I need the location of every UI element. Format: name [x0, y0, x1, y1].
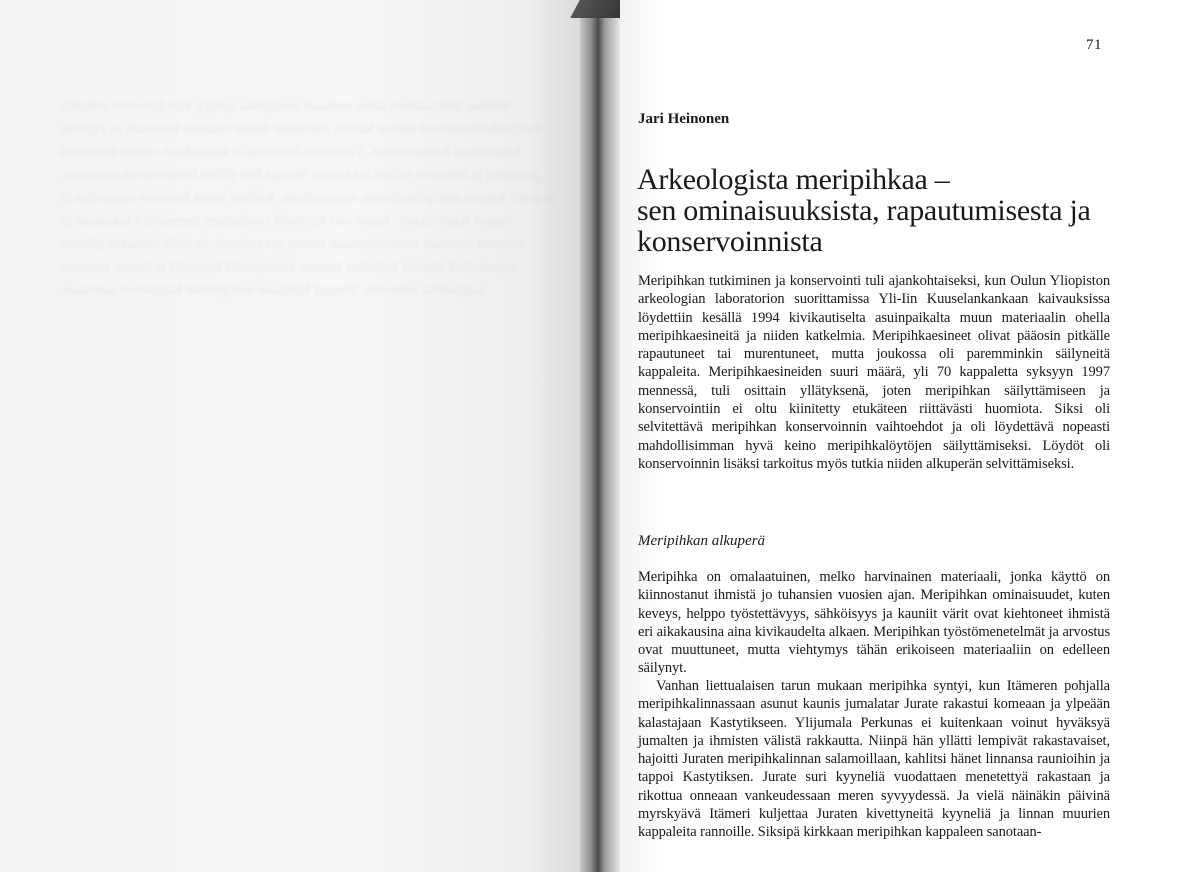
title-line-2: sen ominaisuuksista, rapautumisesta ja: [637, 194, 1091, 227]
book-gutter: [580, 0, 620, 872]
section-heading: Meripihkan alkuperä: [638, 533, 766, 549]
title-line-1: Arkeologista meripihkaa –: [637, 163, 950, 196]
origin-paragraph-1: Meripihka on omalaatuinen, melko harvinainen materiaali, jonka käyttö on kiinnostanut ihmistä jo tuhansien vuosien ajan. Meripihkan ominaisuudet, kuten keveys, helppo työstettävyys, sähköisyys ja kauniit värit ovat kiehtoneet ihmistä eri aikakausina aina kivikaudelta alkaen. Meripihkan työstömenetelmät ja arvostus ovat muuttuneet, mutta viehtymys tähän erikoiseen materiaaliin on edelleen säilynyt.: [638, 569, 1110, 677]
intro-paragraph: Meripihkan tutkiminen ja konservointi tuli ajankohtaiseksi, kun Oulun Yliopiston arkeologian laboratorion suorittamissa Yli-Iin Kuuselankankaan kaivauksissa löydettiin kesällä 1994 kivikautiselta asuinpaikalta muun materiaalin ohella meripihkaesineitä ja niiden katkelmia. Meripihkaesineet olivat pääosin pitkälle rapautuneet tai murentuneet, mutta joukossa oli paremminkin säilyneitä kappaleita. Meripihkaesineiden suuri määrä, yli 70 kappaletta syksyyn 1997 mennessä, tuli osittain yllätyksenä, joten meripihkan säilyttämiseen ja konservointiin ei oltu kiinitetty etukäteen riittävästi huomiota. Siksi oli selvitettävä meripihkan konservoinnin vaihtoehdot ja oli löydettävä nopeasti mahdollisimman hyvä keino meripihkalöytöjen säilyttämiseksi. Löydöt oli konservoinnin lisäksi tarkoitus myös tutkia niiden alkuperän selvittämiseksi.: [638, 273, 1110, 472]
author-name: Jari Heinonen: [638, 111, 730, 127]
show-through-text: Vanhan liettualaisen tarun mukaan meripihka syntyi, kun Itämeren pohjalla meripihkalinnassaan asunut kaunis jumalatar Jurate rakastui komeaan ja ylpeään kalastajaan Kastytikseen. Ylijumala Perkunas ei kuitenkaan voinut hyväksyä jumalten ja ihmisten välistä rakkautta. Niinpä hän yllätti lempivät rakastavaiset, hajoitti Juraten meripihkalinnan salamoillaan, kahlitsi hänet linnansa raunioihin ja tappoi Kastytiksen. Jurate suri kyyneliä vuodattaen menetettyä rakastaan ja rikottua onneaan vankeudessaan meren syvyydessä. Ja vielä näinäkin päivinä myrskyävä Itämeri kuljettaa Juraten kivettyneitä kyyneliä ja linnan muurien kappaleita rannoille. Siksipä kirkkaan meripihkan kappaleen sanotaan-: [60, 98, 553, 298]
left-page-blank: [0, 0, 588, 872]
page-number: 71: [1086, 37, 1102, 53]
origin-paragraph-2: Vanhan liettualaisen tarun mukaan meripihka syntyi, kun Itämeren pohjalla meripihkalinnassaan asunut kaunis jumalatar Jurate rakastui komeaan ja ylpeään kalastajaan Kastytikseen. Ylijumala Perkunas ei kuitenkaan voinut hyväksyä jumalten ja ihmisten välistä rakkautta. Niinpä hän yllätti lempivät rakastavaiset, hajoitti Juraten meripihkalinnan salamoillaan, kahlitsi hänet linnansa raunioihin ja tappoi Kastytiksen. Jurate suri kyyneliä vuodattaen menetettyä rakastaan ja rikottua onneaan vankeudessaan meren syvyydessä. Ja vielä näinäkin päivinä myrskyävä Itämeri kuljettaa Juraten kivettyneitä kyyneliä ja linnan muurien kappaleita rannoille. Siksipä kirkkaan meripihkan kappaleen sanotaan-: [638, 678, 1110, 841]
title-line-3: konservoinnista: [637, 225, 823, 258]
article-title: [637, 164, 1107, 257]
